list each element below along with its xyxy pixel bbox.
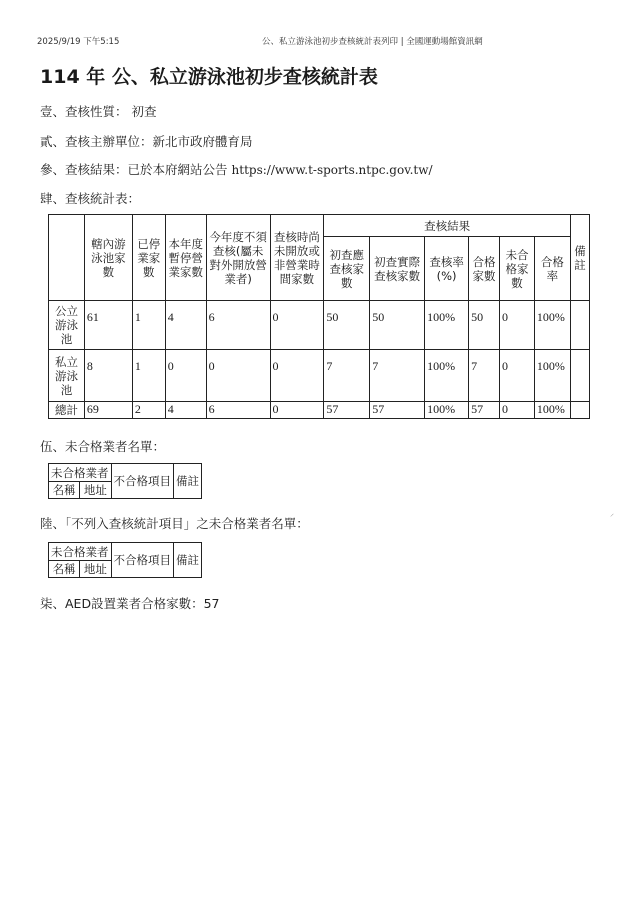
cell-paused: 0 (165, 350, 206, 402)
header-rate: 查核率(%) (425, 237, 469, 301)
section-2-label: 貳、查核主辦單位： (40, 134, 153, 149)
excluded-table-address: 地址 (80, 561, 111, 578)
section-3-value: 已於本府網站公告 (127, 162, 228, 177)
header-failed: 未合格家數 (500, 237, 535, 301)
header-pass-rate: 合格率 (534, 237, 570, 301)
cell-closed: 2 (132, 402, 165, 419)
section-4-label: 肆、查核統計表： (40, 191, 141, 206)
table-row-private (49, 350, 590, 402)
cell-closed: 1 (132, 350, 165, 402)
cell-paused: 4 (165, 301, 206, 350)
section-3-url[interactable]: https://www.t-sports.ntpc.gov.tw/ (231, 163, 433, 177)
section-6-label: 陸、「不列入查核統計項目」之未合格業者名單： (40, 516, 309, 531)
corner-cell (49, 215, 85, 301)
excluded-table-remark: 備註 (174, 543, 202, 578)
print-datetime: 2025/9/19 下午5:15 (37, 37, 120, 47)
cell-pass-rate: 100% (534, 301, 570, 350)
section-1-value: 初查 (131, 104, 157, 119)
section-3 (40, 160, 433, 178)
cell-should: 7 (324, 350, 370, 402)
section-1-label: 壹、查核性質： (40, 104, 128, 119)
header-should: 初查應查核家數 (324, 237, 370, 301)
header-total: 轄內游泳池家數 (84, 215, 132, 301)
header-closed: 已停業家數 (132, 215, 165, 301)
cell-remark (570, 350, 589, 402)
excluded-table-name: 名稱 (49, 561, 80, 578)
header-remark: 備註 (570, 215, 589, 301)
cell-pass-rate: 100% (534, 350, 570, 402)
excluded-table-operator: 未合格業者 (49, 543, 112, 561)
cell-rate: 100% (425, 402, 469, 419)
cell-total: 8 (84, 350, 132, 402)
cell-passed: 57 (469, 402, 500, 419)
section-7 (40, 594, 219, 612)
cell-paused: 4 (165, 402, 206, 419)
cell-not-open: 0 (270, 350, 324, 402)
header-exempt: 今年度不須查核(屬未對外開放營業者) (206, 215, 270, 301)
fail-table-address: 地址 (80, 482, 111, 499)
cell-rate: 100% (425, 350, 469, 402)
header-result-group: 查核結果 (324, 215, 571, 237)
excluded-fail-table (48, 542, 202, 578)
browser-title: 公、私立游泳池初步查核統計表列印 | 全國運動場館資訊網 (262, 37, 483, 47)
fail-table-items: 不合格項目 (111, 464, 174, 499)
cell-failed: 0 (500, 402, 535, 419)
fail-table-name: 名稱 (49, 482, 80, 499)
cell-remark (570, 301, 589, 350)
cell-actual: 50 (370, 301, 425, 350)
stats-table (48, 214, 590, 419)
header-paused: 本年度暫停營業家數 (165, 215, 206, 301)
cell-exempt: 0 (206, 350, 270, 402)
cell-failed: 0 (500, 350, 535, 402)
cell-actual: 7 (370, 350, 425, 402)
scan-mark: ⸝ (610, 509, 614, 518)
section-7-value: 57 (203, 596, 220, 611)
row-label: 私立游泳池 (49, 350, 85, 402)
cell-remark (570, 402, 589, 419)
cell-passed: 50 (469, 301, 500, 350)
page-title: 114 年 公、私立游泳池初步查核統計表 (40, 66, 378, 88)
cell-should: 57 (324, 402, 370, 419)
section-2 (40, 132, 253, 150)
section-2-value: 新北市政府體育局 (152, 134, 253, 149)
row-label: 公立游泳池 (49, 301, 85, 350)
cell-passed: 7 (469, 350, 500, 402)
cell-rate: 100% (425, 301, 469, 350)
cell-closed: 1 (132, 301, 165, 350)
cell-failed: 0 (500, 301, 535, 350)
cell-pass-rate: 100% (534, 402, 570, 419)
excluded-table-items: 不合格項目 (111, 543, 174, 578)
cell-exempt: 6 (206, 301, 270, 350)
row-label: 總計 (49, 402, 85, 419)
cell-not-open: 0 (270, 402, 324, 419)
section-7-label: 柒、AED設置業者合格家數： (40, 596, 204, 611)
fail-table-remark: 備註 (174, 464, 202, 499)
table-row-public (49, 301, 590, 350)
header-not-open: 查核時尚未開放或非營業時間家數 (270, 215, 324, 301)
fail-table-operator: 未合格業者 (49, 464, 112, 482)
cell-exempt: 6 (206, 402, 270, 419)
cell-total: 61 (84, 301, 132, 350)
header-passed: 合格家數 (469, 237, 500, 301)
table-row-total (49, 402, 590, 419)
fail-table (48, 463, 202, 499)
section-3-label: 參、查核結果： (40, 162, 128, 177)
cell-not-open: 0 (270, 301, 324, 350)
cell-actual: 57 (370, 402, 425, 419)
header-actual: 初查實際查核家數 (370, 237, 425, 301)
section-1 (40, 102, 157, 120)
cell-total: 69 (84, 402, 132, 419)
cell-should: 50 (324, 301, 370, 350)
section-5-label: 伍、未合格業者名單： (40, 439, 166, 454)
